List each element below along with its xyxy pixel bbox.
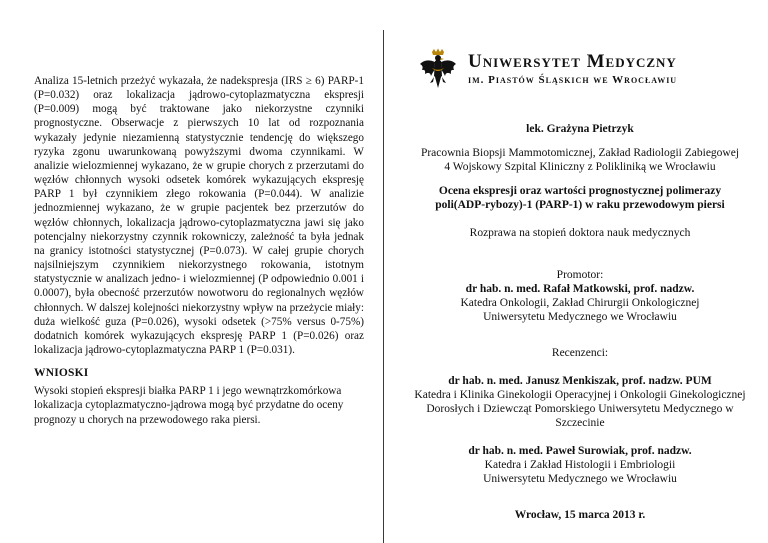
author-name: lek. Grażyna Pietrzyk (526, 123, 634, 135)
reviewer-1-name: dr hab. n. med. Janusz Menkiszak, prof. nadzw. PUM (448, 375, 712, 387)
eagle-logo-icon (418, 48, 458, 92)
thesis-type: Rozprawa na stopień doktora nauk medycznych (469, 227, 691, 239)
conclusions-text: Wysoki stopień ekspresji białka PARP 1 i jego wewnątrzkomórkowa lokalizacja cytoplazmatyczno-jądrowa mogą być przydatne do oceny prognozy u chorych na przewodowego raka piersi. (34, 385, 344, 426)
reviewer-2-dept-line-2: Uniwersytetu Medycznego we Wrocławiu (483, 473, 677, 485)
reviewer-2-dept-line-1: Katedra i Zakład Histologii i Embriologii (484, 459, 676, 471)
thesis-title-line-1: Ocena ekspresji oraz wartości prognostycznej polimerazy (438, 185, 722, 197)
workplace-line-2: 4 Wojskowy Szpital Kliniczny z Polikliniką we Wrocławiu (444, 161, 716, 173)
university-name: Uniwersytet Medyczny (468, 51, 677, 72)
page-divider (383, 30, 384, 543)
reviewer-1-dept-line-3: Szczecinie (555, 417, 605, 429)
abstract-text: Analiza 15-letnich przeżyć wykazała, że nadekspresja (IRS ≥ 6) PARP-1 (P=0.032) oraz lokalizacja jądrowo-cytoplazmatyczna ekspresji (P=0.009) mogą być traktowane jako niekorzystne czynniki prognostyczne. Obserwacje z pierwszych 10 lat od rozpoznania wykazały jedynie niezamienną statystycznie tendencję do większego ryzyka zgonu uwarunkowaną powyższymi dwoma czynnikami. W analizie wielozmiennej wykazano, że w grupie chorych z przerzutami do węzłów chłonnych wysoki odsetek komórek wykazujących ekspresję PARP 1 był czynnikiem złego rokowania (P=0.044). W analizie jednozmiennej wykazano, że w grupie pacjentek bez przerzutów do węzłów chłonnych, lokalizacja jądrowo-cytoplazmatyczna jawi się jako potencjalny niekorzystny czynnik rokowniczy, zależność ta była jednak na granicy istotności statystycznej (P=0.073). W całej grupie chorych najsilniejszym czynnikiem niekorzystnego rokowania, istotnym statystycznie w analizach jedno- i wielozmiennej (P odpowiednio 0.001 i 0.0007), była obecność przerzutów nowotworu do regionalnych węzłów chłonnych. W dalszej kolejności niekorzystny wpływ na przeżycie miały: duża wielkość guza (P=0.026), wysoki odsetek (>75% versus 0-75%) dodatnich komórek wykazujących ekspresję PARP 1 (P=0.026) oraz lokalizacja jądrowo-cytoplazmatyczna PARP 1 (P=0.031). (34, 75, 364, 356)
right-column (410, 30, 750, 522)
reviewer-1-dept-line-2: Dorosłych i Dziewcząt Pomorskiego Uniwersytetu Medycznego w (426, 403, 734, 415)
reviewers-label: Recenzenci: (551, 347, 609, 359)
conclusions-heading: WNIOSKI (34, 367, 89, 380)
promotor-name: dr hab. n. med. Rafał Matkowski, prof. nadzw. (465, 283, 695, 295)
university-header (418, 48, 750, 92)
reviewer-2-name: dr hab. n. med. Paweł Surowiak, prof. nadzw. (468, 445, 692, 457)
promotor-dept-line-2: Uniwersytetu Medycznego we Wrocławiu (483, 311, 677, 323)
thesis-title-line-2: poli(ADP-rybozy)-1 (PARP-1) w raku przewodowym piersi (435, 199, 725, 211)
promotor-label: Promotor: (556, 269, 604, 281)
left-column (34, 74, 364, 427)
workplace-line-1: Pracownia Biopsji Mammotomicznej, Zakład Radiologii Zabiegowej (420, 147, 740, 159)
reviewer-1-dept-line-1: Katedra i Klinika Ginekologii Operacyjnej i Onkologii Ginekologicznej (414, 389, 746, 401)
university-subtitle: im. Piastów Śląskich we Wrocławiu (468, 74, 678, 86)
promotor-dept-line-1: Katedra Onkologii, Zakład Chirurgii Onkologicznej (460, 297, 700, 309)
place-and-date: Wrocław, 15 marca 2013 r. (514, 509, 646, 521)
